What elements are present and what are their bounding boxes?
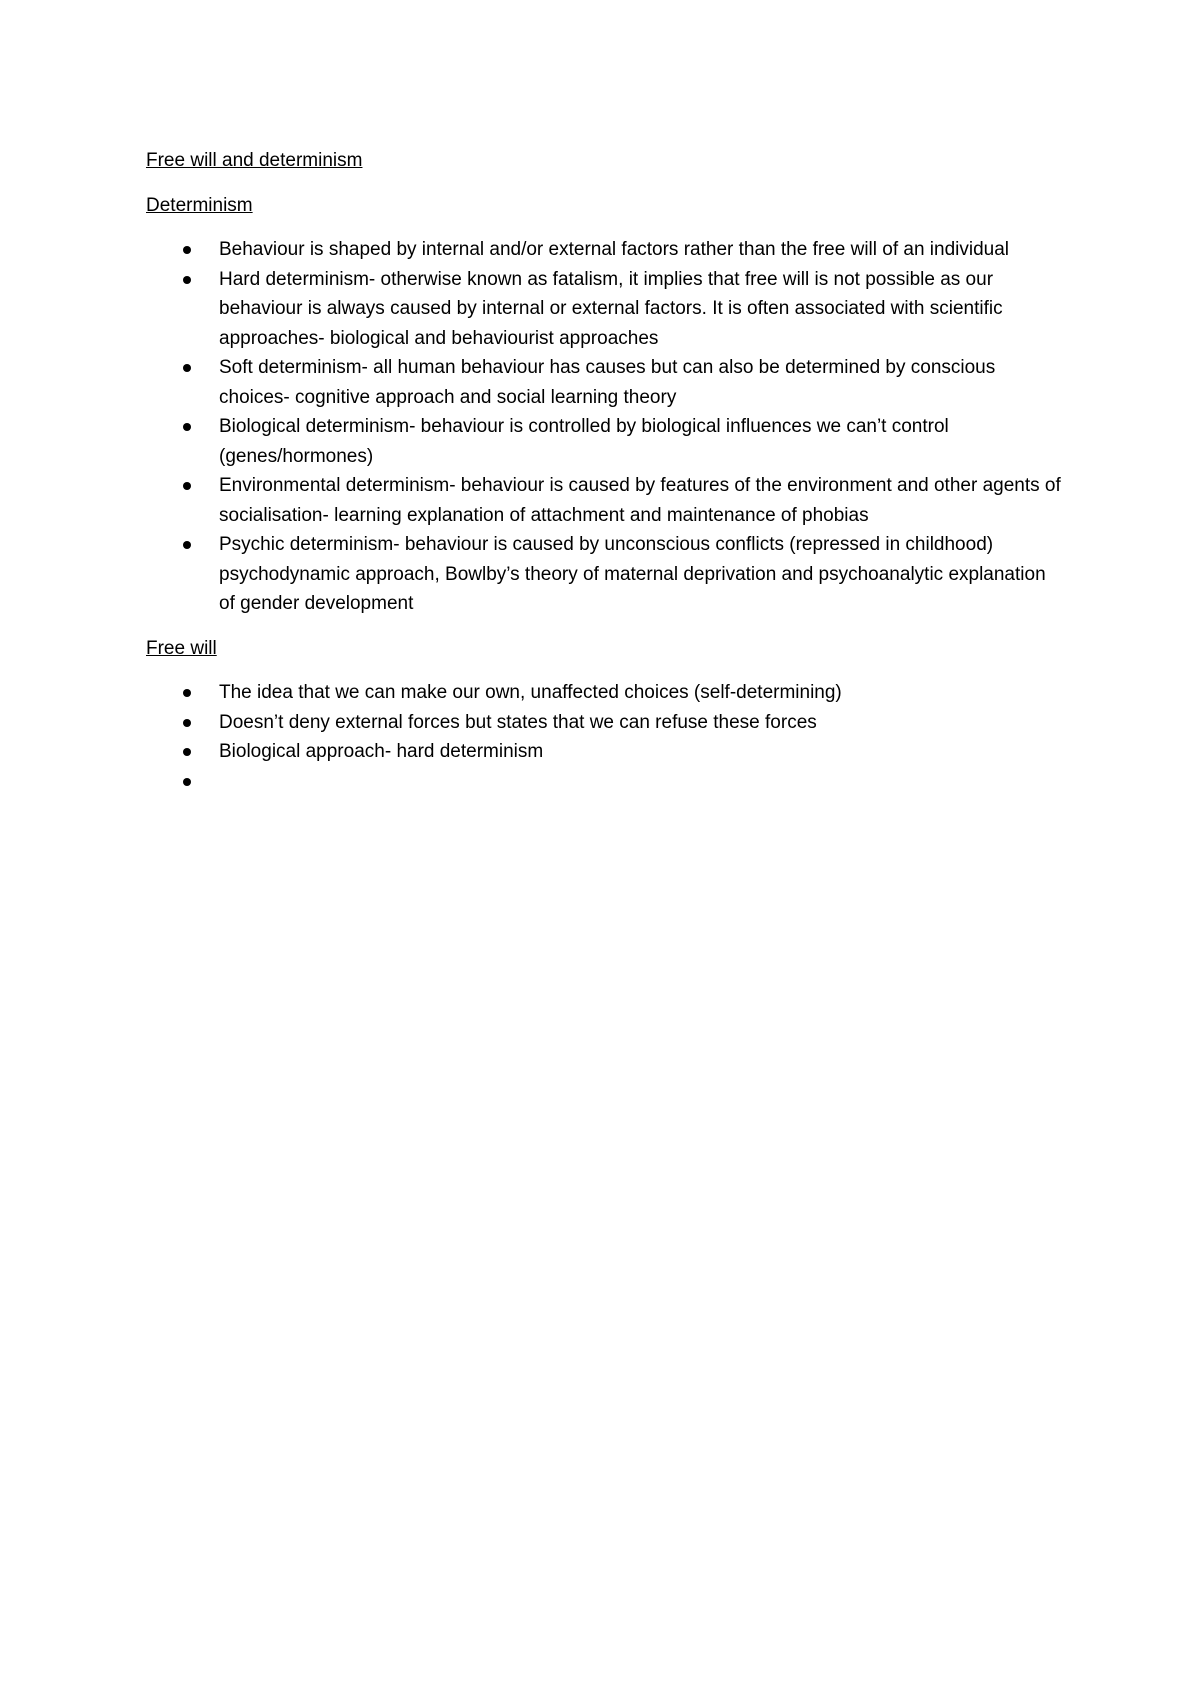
document-title: Free will and determinism <box>146 150 363 171</box>
list-item-text: Hard determinism- otherwise known as fatalism, it implies that free will is not possible as our behaviour is always caused by internal or external factors. It is often associated with scientific approaches- biological and behaviourist approaches <box>219 268 1003 349</box>
list-item <box>146 265 1066 354</box>
list-item <box>146 737 1066 767</box>
bullet-icon <box>183 541 191 549</box>
section-heading-free-will: Free will <box>146 637 217 659</box>
list-item-text: Soft determinism- all human behaviour has causes but can also be determined by conscious choices- cognitive approach and social learning theory <box>219 357 996 408</box>
bullet-icon <box>183 364 191 372</box>
list-item-text: Psychic determinism- behaviour is caused by unconscious conflicts (repressed in childhood) psychodynamic approach, Bowlby’s theory of maternal deprivation and psychoanalytic explanation of gender development <box>219 534 1046 614</box>
bullet-icon <box>183 423 191 431</box>
list-item <box>146 708 1066 738</box>
bullet-icon <box>183 482 191 490</box>
list-item-text: Behaviour is shaped by internal and/or external factors rather than the free will of an individual <box>219 239 1010 260</box>
bullet-icon <box>183 748 191 756</box>
list-item <box>146 353 1066 412</box>
list-item <box>146 678 1066 708</box>
bullet-icon <box>183 689 191 697</box>
bullet-icon <box>183 246 191 254</box>
list-item-text: Biological determinism- behaviour is controlled by biological influences we can’t control (genes/hormones) <box>219 416 949 467</box>
list-item <box>146 530 1066 619</box>
list-item-text: Environmental determinism- behaviour is caused by features of the environment and other agents of socialisation- learning explanation of attachment and maintenance of phobias <box>219 475 1061 526</box>
list-item <box>146 412 1066 471</box>
document-body <box>146 146 1066 811</box>
list-item-text: Doesn’t deny external forces but states that we can refuse these forces <box>219 711 817 733</box>
list-item-empty <box>146 767 1066 797</box>
list-item <box>146 235 1066 265</box>
list-item-text: The idea that we can make our own, unaffected choices (self-determining) <box>219 682 842 703</box>
determinism-bullet-list <box>146 235 1066 619</box>
bullet-icon <box>183 276 191 284</box>
section-heading-determinism: Determinism <box>146 194 253 216</box>
bullet-icon <box>183 719 191 727</box>
bullet-icon <box>183 778 191 786</box>
list-item-text: Biological approach- hard determinism <box>219 741 544 762</box>
free-will-bullet-list <box>146 678 1066 796</box>
list-item <box>146 471 1066 530</box>
